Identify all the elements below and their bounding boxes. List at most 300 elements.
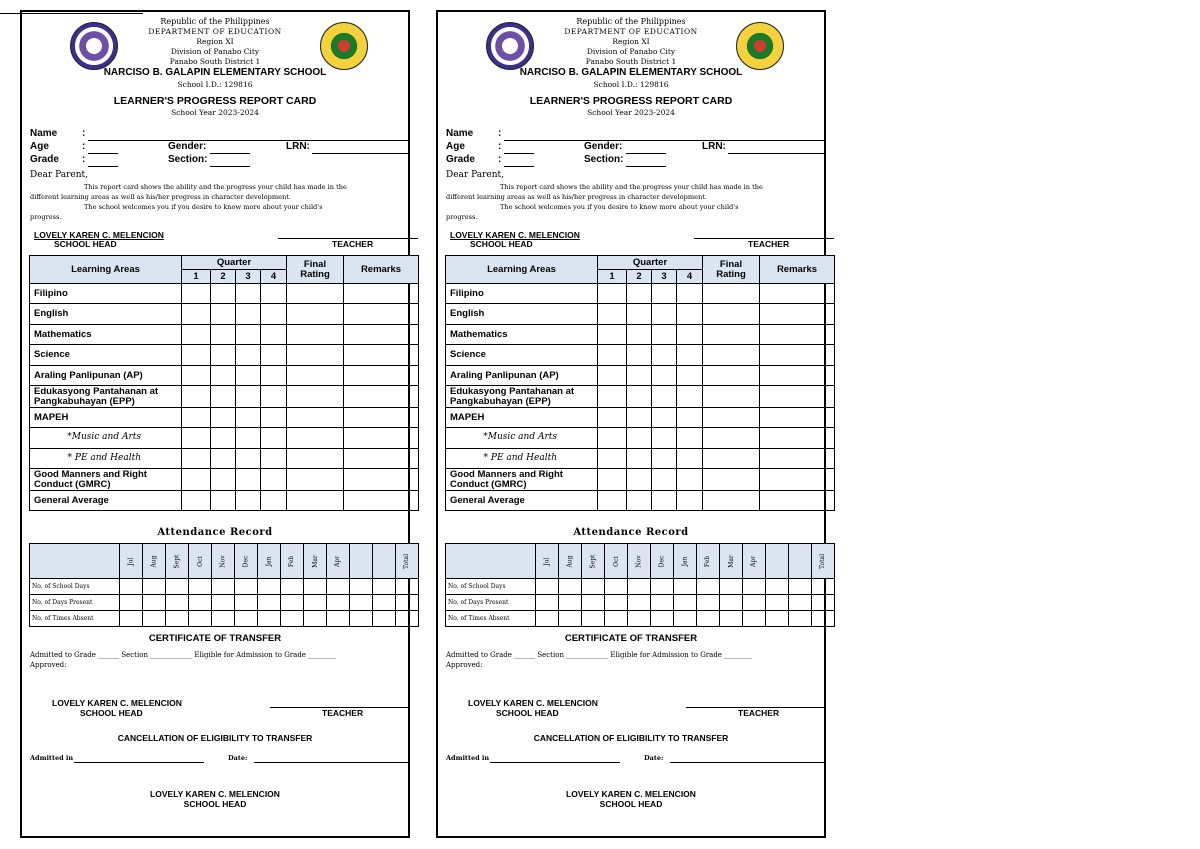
attendance-cell[interactable] [582,579,605,595]
quarter-grade-cell[interactable] [677,469,703,491]
quarter-grade-cell[interactable] [627,428,652,449]
attendance-cell[interactable] [281,579,304,595]
quarter-grade-cell[interactable] [652,408,677,428]
age-label: Age [446,141,465,152]
quarter-grade-cell[interactable] [261,491,287,511]
quarter-grade-cell[interactable] [677,449,703,469]
remarks-cell[interactable] [344,386,419,408]
quarter-grade-cell[interactable] [677,304,703,325]
attendance-cell[interactable] [720,611,743,627]
quarter-grade-cell[interactable] [211,491,236,511]
remarks-cell[interactable] [344,304,419,325]
attendance-cell[interactable] [812,595,835,611]
quarter-grade-cell[interactable] [677,366,703,386]
grade-row [30,449,419,469]
admitted-in-field[interactable] [490,762,620,763]
attendance-cell[interactable] [536,611,559,627]
quarter-grade-cell[interactable] [182,469,211,491]
attendance-row-label: No. of Days Present [446,595,536,611]
attendance-cell[interactable] [212,595,235,611]
quarter-grade-cell[interactable] [261,304,287,325]
attendance-cell[interactable] [304,579,327,595]
letter-line-1: This report card shows the ability and the progress your child has made in the [500,183,763,191]
attendance-month-header [304,544,327,579]
remarks-cell[interactable] [344,491,419,511]
attendance-cell[interactable] [812,579,835,595]
quarter-grade-cell[interactable] [598,449,627,469]
attendance-month-header [651,544,674,579]
school-id: School I.D.: 129816 [177,80,253,89]
quarter-grade-cell[interactable] [211,428,236,449]
quarter-grade-cell[interactable] [677,325,703,345]
attendance-cell[interactable] [189,579,212,595]
quarter-grade-cell[interactable] [261,325,287,345]
remarks-cell[interactable] [760,366,835,386]
subject-name: English [30,304,182,325]
quarter-grade-cell[interactable] [211,408,236,428]
lrn-field[interactable] [312,153,408,154]
attendance-cell[interactable] [628,595,651,611]
final-rating-cell[interactable] [703,366,760,386]
quarter-grade-cell[interactable] [211,284,236,304]
attendance-cell[interactable] [789,579,812,595]
final-rating-cell[interactable] [287,386,344,408]
final-rating-cell[interactable] [703,304,760,325]
quarter-grade-cell[interactable] [211,325,236,345]
attendance-cell[interactable] [697,595,720,611]
attendance-cell[interactable] [189,595,212,611]
remarks-cell[interactable] [760,428,835,449]
attendance-cell[interactable] [582,611,605,627]
remarks-cell[interactable] [344,366,419,386]
date-field[interactable] [254,762,410,763]
attendance-row [446,579,835,595]
quarter-grade-cell[interactable] [261,428,287,449]
remarks-cell[interactable] [344,325,419,345]
attendance-cell[interactable] [166,579,189,595]
attendance-month-header [235,544,258,579]
grade-row [446,366,835,386]
attendance-cell[interactable] [674,611,697,627]
section-field[interactable] [626,166,666,167]
quarter-grade-cell[interactable] [261,284,287,304]
attendance-cell[interactable] [212,579,235,595]
quarter-grade-cell[interactable] [182,325,211,345]
attendance-month-header [605,544,628,579]
school-head-title: SCHOOL HEAD [54,239,117,249]
attendance-cell[interactable] [396,579,419,595]
quarter-grade-cell[interactable] [652,428,677,449]
remarks-cell[interactable] [760,449,835,469]
quarter-grade-cell[interactable] [236,325,261,345]
quarter-grade-cell[interactable] [598,366,627,386]
letter-line-4: progress. [30,213,62,221]
grade-colon: : [82,154,86,165]
attendance-cell[interactable] [373,611,396,627]
remarks-cell[interactable] [760,304,835,325]
quarter-grade-cell[interactable] [627,491,652,511]
quarter-grade-cell[interactable] [598,491,627,511]
quarter-grade-cell[interactable] [627,449,652,469]
quarter-grade-cell[interactable] [211,366,236,386]
attendance-cell[interactable] [582,595,605,611]
attendance-cell[interactable] [166,595,189,611]
grade-row [30,491,419,511]
attendance-cell[interactable] [697,579,720,595]
grade-row [30,469,419,491]
quarter-grade-cell[interactable] [652,469,677,491]
final-rating-cell[interactable] [287,366,344,386]
quarter-grade-cell[interactable] [598,284,627,304]
quarter-grade-cell[interactable] [652,304,677,325]
quarter-grade-cell[interactable] [182,428,211,449]
month-label: Oct [612,555,620,567]
attendance-cell[interactable] [628,611,651,627]
attendance-cell[interactable] [605,611,628,627]
final-rating-cell[interactable] [703,345,760,366]
report-card [20,10,410,838]
attendance-row [30,579,419,595]
attendance-cell[interactable] [258,595,281,611]
lrn-field[interactable] [728,153,824,154]
month-label: Nov [635,554,643,568]
quarter-grade-cell[interactable] [182,366,211,386]
grade-row [446,284,835,304]
header-division: Division of Panabo City [586,47,676,56]
remarks-cell[interactable] [344,469,419,491]
name-label: Name [446,128,474,139]
quarter-grade-cell[interactable] [598,408,627,428]
attendance-cell[interactable] [143,595,166,611]
col-final-rating: Final Rating [703,256,760,284]
quarter-grade-cell[interactable] [627,304,652,325]
attendance-cell[interactable] [559,595,582,611]
name-label: Name [30,128,58,139]
quarter-2: 2 [211,270,236,284]
attendance-cell[interactable] [189,611,212,627]
header-department: DEPARTMENT OF EDUCATION [564,27,698,36]
header-department: DEPARTMENT OF EDUCATION [148,27,282,36]
school-id: School I.D.: 129816 [593,80,669,89]
final-rating-cell[interactable] [703,408,760,428]
col-quarter: Quarter [182,256,287,270]
attendance-cell[interactable] [789,595,812,611]
attendance-cell[interactable] [396,611,419,627]
remarks-cell[interactable] [344,428,419,449]
quarter-grade-cell[interactable] [627,469,652,491]
attendance-cell[interactable] [212,611,235,627]
quarter-grade-cell[interactable] [652,325,677,345]
month-label: Dec [242,555,250,567]
quarter-grade-cell[interactable] [652,386,677,408]
attendance-cell[interactable] [605,595,628,611]
attendance-cell[interactable] [281,595,304,611]
quarter-grade-cell[interactable] [677,284,703,304]
quarter-grade-cell[interactable] [182,386,211,408]
subject-name: *Music and Arts [446,428,598,449]
admitted-in-field[interactable] [74,762,204,763]
quarter-grade-cell[interactable] [652,449,677,469]
grade-row [446,469,835,491]
final-rating-cell[interactable] [703,428,760,449]
remarks-cell[interactable] [344,408,419,428]
grade-field[interactable] [88,166,118,167]
age-label: Age [30,141,49,152]
quarter-grade-cell[interactable] [236,491,261,511]
quarter-grade-cell[interactable] [598,304,627,325]
quarter-grade-cell[interactable] [236,428,261,449]
grades-table [445,255,835,511]
quarter-grade-cell[interactable] [236,386,261,408]
attendance-cell[interactable] [651,579,674,595]
attendance-cell[interactable] [235,579,258,595]
remarks-cell[interactable] [344,449,419,469]
attendance-cell[interactable] [235,595,258,611]
attendance-cell[interactable] [743,595,766,611]
attendance-cell[interactable] [258,611,281,627]
quarter-grade-cell[interactable] [211,469,236,491]
final-rating-cell[interactable] [703,469,760,491]
section-field[interactable] [210,166,250,167]
attendance-cell[interactable] [559,611,582,627]
attendance-cell[interactable] [396,595,419,611]
quarter-grade-cell[interactable] [261,366,287,386]
quarter-grade-cell[interactable] [182,345,211,366]
quarter-grade-cell[interactable] [236,304,261,325]
remarks-cell[interactable] [760,408,835,428]
quarter-grade-cell[interactable] [598,428,627,449]
month-label: Aug [566,554,574,568]
cancellation-title: CANCELLATION OF ELIGIBILITY TO TRANSFER [533,733,729,743]
attendance-cell[interactable] [766,579,789,595]
attendance-month-header [258,544,281,579]
remarks-cell[interactable] [760,469,835,491]
attendance-cell[interactable] [628,579,651,595]
attendance-cell[interactable] [697,611,720,627]
quarter-grade-cell[interactable] [627,386,652,408]
attendance-cell[interactable] [327,595,350,611]
quarter-grade-cell[interactable] [677,428,703,449]
attendance-cell[interactable] [350,595,373,611]
quarter-grade-cell[interactable] [211,449,236,469]
attendance-cell[interactable] [720,579,743,595]
grades-table [29,255,419,511]
attendance-cell[interactable] [651,611,674,627]
quarter-grade-cell[interactable] [598,469,627,491]
quarter-grade-cell[interactable] [236,366,261,386]
quarter-grade-cell[interactable] [182,491,211,511]
attendance-cell[interactable] [327,611,350,627]
attendance-cell[interactable] [166,611,189,627]
attendance-cell[interactable] [281,611,304,627]
final-rating-cell[interactable] [287,469,344,491]
quarter-grade-cell[interactable] [677,345,703,366]
letter-salutation: Dear Parent, [30,170,88,180]
name-field[interactable] [88,140,410,141]
attendance-cell[interactable] [720,595,743,611]
gender-field[interactable] [626,153,666,154]
attendance-cell[interactable] [373,595,396,611]
grade-field[interactable] [504,166,534,167]
final-rating-cell[interactable] [703,386,760,408]
attendance-corner [30,544,120,579]
quarter-3: 3 [652,270,677,284]
attendance-cell[interactable] [605,579,628,595]
attendance-cell[interactable] [143,579,166,595]
quarter-grade-cell[interactable] [677,491,703,511]
quarter-grade-cell[interactable] [182,449,211,469]
month-label: Dec [658,555,666,567]
subject-name: Good Manners and Right Conduct (GMRC) [446,469,598,491]
attendance-cell[interactable] [559,579,582,595]
quarter-grade-cell[interactable] [627,345,652,366]
month-label: Oct [196,555,204,567]
lrn-label: LRN: [702,141,726,152]
remarks-cell[interactable] [344,284,419,304]
quarter-grade-cell[interactable] [261,469,287,491]
quarter-grade-cell[interactable] [598,345,627,366]
attendance-cell[interactable] [120,579,143,595]
quarter-grade-cell[interactable] [652,366,677,386]
age-field[interactable] [88,153,118,154]
quarter-grade-cell[interactable] [652,284,677,304]
attendance-row-label: No. of Days Present [30,595,120,611]
final-rating-cell[interactable] [287,449,344,469]
grade-row [30,408,419,428]
quarter-grade-cell[interactable] [627,408,652,428]
age-colon: : [498,141,502,152]
attendance-cell[interactable] [258,579,281,595]
month-label: Sept [589,554,597,568]
attendance-cell[interactable] [766,595,789,611]
attendance-table [29,543,419,627]
quarter-grade-cell[interactable] [211,304,236,325]
attendance-cell[interactable] [674,595,697,611]
quarter-grade-cell[interactable] [598,325,627,345]
quarter-grade-cell[interactable] [261,449,287,469]
quarter-grade-cell[interactable] [182,304,211,325]
final-rating-cell[interactable] [703,284,760,304]
quarter-grade-cell[interactable] [652,491,677,511]
quarter-grade-cell[interactable] [236,284,261,304]
attendance-month-header [143,544,166,579]
remarks-cell[interactable] [760,325,835,345]
quarter-grade-cell[interactable] [211,386,236,408]
quarter-grade-cell[interactable] [182,284,211,304]
attendance-cell[interactable] [350,579,373,595]
header-region: Region XI [196,37,234,46]
quarter-grade-cell[interactable] [261,408,287,428]
attendance-month-header [189,544,212,579]
grade-label: Grade [446,154,475,165]
attendance-cell[interactable] [350,611,373,627]
date-field[interactable] [670,762,826,763]
school-head-title-2: SCHOOL HEAD [80,708,143,718]
attendance-cell[interactable] [536,579,559,595]
remarks-cell[interactable] [760,491,835,511]
final-rating-cell[interactable] [287,304,344,325]
quarter-grade-cell[interactable] [627,325,652,345]
grade-row [446,408,835,428]
subject-name: Science [446,345,598,366]
attendance-cell[interactable] [743,611,766,627]
final-rating-cell[interactable] [287,491,344,511]
remarks-cell[interactable] [760,284,835,304]
quarter-grade-cell[interactable] [236,469,261,491]
final-rating-cell[interactable] [703,491,760,511]
quarter-grade-cell[interactable] [627,366,652,386]
age-field[interactable] [504,153,534,154]
quarter-grade-cell[interactable] [598,386,627,408]
final-rating-cell[interactable] [287,325,344,345]
grade-row [30,428,419,449]
quarter-grade-cell[interactable] [211,345,236,366]
quarter-grade-cell[interactable] [627,284,652,304]
attendance-row [30,595,419,611]
quarter-grade-cell[interactable] [236,408,261,428]
school-head-title-2: SCHOOL HEAD [496,708,559,718]
attendance-cell[interactable] [373,579,396,595]
name-colon: : [498,128,502,139]
final-rating-cell[interactable] [287,345,344,366]
attendance-row-label: No. of Times Absent [446,611,536,627]
quarter-grade-cell[interactable] [236,345,261,366]
gender-field[interactable] [210,153,250,154]
attendance-cell[interactable] [743,579,766,595]
remarks-cell[interactable] [760,345,835,366]
quarter-grade-cell[interactable] [261,345,287,366]
transfer-title: CERTIFICATE OF TRANSFER [148,633,282,644]
quarter-grade-cell[interactable] [261,386,287,408]
grade-label: Grade [30,154,59,165]
final-rating-cell[interactable] [287,284,344,304]
attendance-cell[interactable] [536,595,559,611]
attendance-cell[interactable] [327,579,350,595]
school-head-title: SCHOOL HEAD [470,239,533,249]
grade-row [446,449,835,469]
attendance-cell[interactable] [651,595,674,611]
final-rating-cell[interactable] [287,428,344,449]
name-colon: : [82,128,86,139]
final-rating-cell[interactable] [703,325,760,345]
quarter-grade-cell[interactable] [677,408,703,428]
attendance-title: Attendance Record [157,527,273,538]
quarter-grade-cell[interactable] [236,449,261,469]
grade-row [446,304,835,325]
attendance-cell[interactable] [789,611,812,627]
attendance-cell[interactable] [766,611,789,627]
final-rating-cell[interactable] [703,449,760,469]
name-field[interactable] [504,140,826,141]
attendance-cell[interactable] [674,579,697,595]
remarks-cell[interactable] [344,345,419,366]
attendance-cell[interactable] [304,611,327,627]
grade-row [30,386,419,408]
grade-row [446,428,835,449]
final-rating-cell[interactable] [287,408,344,428]
attendance-cell[interactable] [304,595,327,611]
attendance-cell[interactable] [235,611,258,627]
attendance-cell[interactable] [812,611,835,627]
attendance-cell[interactable] [143,611,166,627]
attendance-cell[interactable] [120,611,143,627]
quarter-grade-cell[interactable] [182,408,211,428]
month-label: Apr [334,555,342,567]
attendance-cell[interactable] [120,595,143,611]
quarter-grade-cell[interactable] [652,345,677,366]
quarter-grade-cell[interactable] [677,386,703,408]
remarks-cell[interactable] [760,386,835,408]
